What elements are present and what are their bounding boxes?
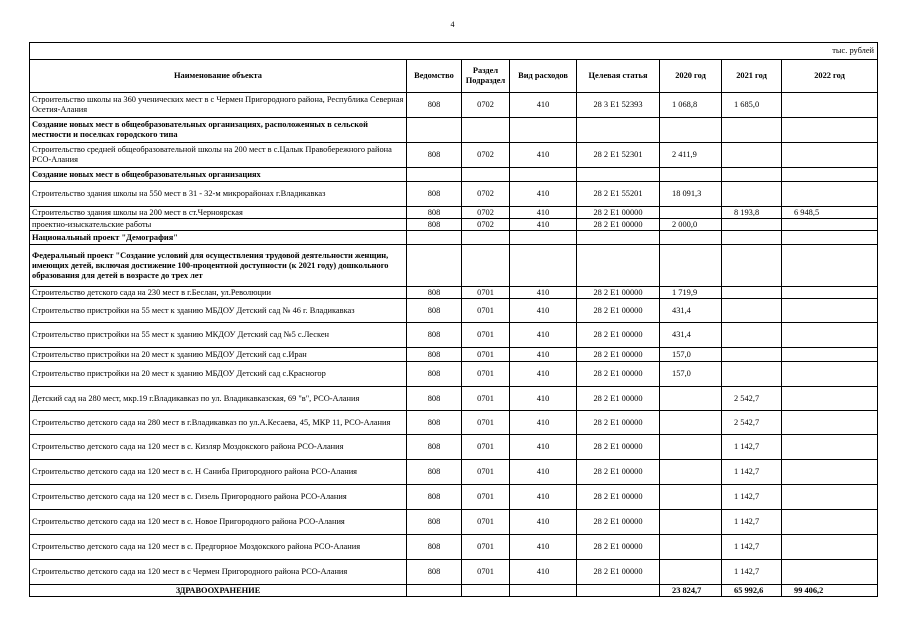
total-name: ЗДРАВООХРАНЕНИЕ [30, 585, 407, 597]
row-name: Строительство здания школы на 200 мест в ст.Черноярская [30, 207, 407, 219]
row-celevaya: 28 2 E1 52301 [577, 143, 660, 168]
row-razdel: 0701 [462, 411, 510, 435]
row-razdel [462, 168, 510, 182]
row-name: Строительство пристройки на 20 мест к зданию МБДОУ Детский сад с.Иран [30, 348, 407, 362]
header-name: Наименование объекта [30, 60, 407, 93]
row-vedomstvo: 808 [407, 299, 462, 323]
table-row [30, 207, 878, 219]
section-row [30, 245, 878, 287]
row-vedomstvo: 808 [407, 460, 462, 485]
row-2022 [782, 362, 878, 387]
row-vid [510, 231, 577, 245]
row-2020 [660, 168, 722, 182]
row-celevaya: 28 2 E1 00000 [577, 460, 660, 485]
table-row [30, 535, 878, 560]
row-vedomstvo: 808 [407, 362, 462, 387]
row-vedomstvo: 808 [407, 411, 462, 435]
row-celevaya: 28 2 E1 55201 [577, 182, 660, 207]
row-razdel: 0702 [462, 182, 510, 207]
row-name: проектно-изыскательские работы [30, 219, 407, 231]
total-celevaya [577, 585, 660, 597]
unit-label: тыс. рублей [30, 43, 878, 60]
row-vedomstvo: 808 [407, 207, 462, 219]
row-razdel: 0701 [462, 348, 510, 362]
row-2021 [722, 348, 782, 362]
section-row [30, 231, 878, 245]
row-name: Федеральный проект "Создание условий для осуществления трудовой деятельности женщин, имеющих детей, включая достижение 100-процентной доступности (к 2021 году) дошкольного образования для детей в возрасте до трех лет [30, 245, 407, 287]
row-celevaya: 28 2 E1 00000 [577, 435, 660, 460]
row-name: Строительство пристройки на 55 мест к зданию МКДОУ Детский сад №5 с.Лескен [30, 323, 407, 348]
row-name: Строительство детского сада на 120 мест в с. Новое Пригородного района РСО-Алания [30, 510, 407, 535]
table-row [30, 287, 878, 299]
row-razdel: 0702 [462, 93, 510, 118]
row-2021: 1 142,7 [722, 435, 782, 460]
row-vedomstvo [407, 168, 462, 182]
total-2020: 23 824,7 [660, 585, 722, 597]
row-2020: 431,4 [660, 299, 722, 323]
row-2020 [660, 387, 722, 411]
row-celevaya [577, 231, 660, 245]
row-vedomstvo [407, 231, 462, 245]
row-vid: 410 [510, 460, 577, 485]
row-2021 [722, 362, 782, 387]
row-2021 [722, 143, 782, 168]
row-2021: 1 142,7 [722, 535, 782, 560]
row-vid: 410 [510, 362, 577, 387]
row-vedomstvo: 808 [407, 387, 462, 411]
table-row [30, 299, 878, 323]
row-2021 [722, 231, 782, 245]
row-2022 [782, 245, 878, 287]
header-celevaya: Целевая статья [577, 60, 660, 93]
row-razdel: 0701 [462, 485, 510, 510]
table-row [30, 323, 878, 348]
row-2021: 2 542,7 [722, 411, 782, 435]
row-celevaya [577, 118, 660, 143]
header-vid: Вид расходов [510, 60, 577, 93]
total-2021: 65 992,6 [722, 585, 782, 597]
row-vid [510, 118, 577, 143]
row-2022: 6 948,5 [782, 207, 878, 219]
total-vedomstvo [407, 585, 462, 597]
row-name: Строительство детского сада на 120 мест в с. Н Саниба Пригородного района РСО-Алания [30, 460, 407, 485]
row-name: Строительство средней общеобразовательной школы на 200 мест в с.Цалык Правобережного района РСО-Алания [30, 143, 407, 168]
row-2020: 2 411,9 [660, 143, 722, 168]
row-vid: 410 [510, 387, 577, 411]
row-vid: 410 [510, 207, 577, 219]
row-2020 [660, 411, 722, 435]
row-vid: 410 [510, 560, 577, 585]
row-name: Детский сад на 280 мест, мкр.19 г.Владикавказ по ул. Владикавказская, 69 "в", РСО-Алания [30, 387, 407, 411]
row-2020 [660, 510, 722, 535]
row-2022 [782, 143, 878, 168]
row-2020: 157,0 [660, 362, 722, 387]
row-vid: 410 [510, 510, 577, 535]
row-name: Строительство пристройки на 20 мест к зданию МБДОУ Детский сад с.Красногор [30, 362, 407, 387]
row-vid: 410 [510, 411, 577, 435]
row-2021 [722, 182, 782, 207]
row-celevaya: 28 2 E1 00000 [577, 362, 660, 387]
row-name: Национальный проект "Демография" [30, 231, 407, 245]
row-celevaya [577, 245, 660, 287]
total-razdel [462, 585, 510, 597]
row-2020: 1 719,9 [660, 287, 722, 299]
row-2021: 1 142,7 [722, 510, 782, 535]
row-vid [510, 168, 577, 182]
row-razdel: 0702 [462, 143, 510, 168]
row-celevaya: 28 2 E1 00000 [577, 387, 660, 411]
row-celevaya: 28 2 E1 00000 [577, 535, 660, 560]
table-row [30, 182, 878, 207]
row-name: Строительство детского сада на 120 мест в с. Предгорное Моздокского района РСО-Алания [30, 535, 407, 560]
row-2020 [660, 535, 722, 560]
row-vid: 410 [510, 182, 577, 207]
budget-table [29, 42, 878, 597]
section-row [30, 168, 878, 182]
row-vid: 410 [510, 299, 577, 323]
row-2021 [722, 287, 782, 299]
row-razdel: 0701 [462, 510, 510, 535]
row-2021: 2 542,7 [722, 387, 782, 411]
row-2021: 8 193,8 [722, 207, 782, 219]
row-name: Строительство детского сада на 280 мест в г.Владикавказ по ул.А.Кесаева, 45, МКР 11, РСО-Алания [30, 411, 407, 435]
row-2020: 18 091,3 [660, 182, 722, 207]
row-vedomstvo: 808 [407, 535, 462, 560]
row-vedomstvo: 808 [407, 435, 462, 460]
row-vid: 410 [510, 143, 577, 168]
total-row [30, 585, 878, 597]
row-vedomstvo: 808 [407, 560, 462, 585]
row-2021 [722, 118, 782, 143]
table-row [30, 435, 878, 460]
table-row [30, 348, 878, 362]
row-razdel: 0701 [462, 299, 510, 323]
row-celevaya: 28 3 E1 52393 [577, 93, 660, 118]
row-vid: 410 [510, 287, 577, 299]
row-razdel: 0701 [462, 362, 510, 387]
row-2022 [782, 510, 878, 535]
row-vedomstvo: 808 [407, 510, 462, 535]
table-row [30, 411, 878, 435]
row-vid: 410 [510, 323, 577, 348]
row-2020: 2 000,0 [660, 219, 722, 231]
row-celevaya: 28 2 E1 00000 [577, 323, 660, 348]
row-razdel [462, 231, 510, 245]
row-vid: 410 [510, 93, 577, 118]
row-celevaya [577, 168, 660, 182]
page-number: 4 [450, 20, 455, 29]
row-2022 [782, 299, 878, 323]
row-vedomstvo: 808 [407, 323, 462, 348]
header-2021: 2021 год [722, 60, 782, 93]
row-2022 [782, 168, 878, 182]
row-name: Строительство школы на 360 ученических мест в с Чермен Пригородного района, Республика Северная Осетия-Алания [30, 93, 407, 118]
row-celevaya: 28 2 E1 00000 [577, 510, 660, 535]
row-2022 [782, 219, 878, 231]
row-celevaya: 28 2 E1 00000 [577, 485, 660, 510]
row-2022 [782, 435, 878, 460]
header-2022: 2022 год [782, 60, 878, 93]
table-row [30, 510, 878, 535]
row-razdel: 0701 [462, 560, 510, 585]
row-2022 [782, 560, 878, 585]
row-name: Строительство пристройки на 55 мест к зданию МБДОУ Детский сад № 46 г. Владикавказ [30, 299, 407, 323]
row-2021 [722, 219, 782, 231]
budget-table-container [29, 42, 877, 597]
row-2022 [782, 387, 878, 411]
row-2020 [660, 435, 722, 460]
table-row [30, 560, 878, 585]
table-row [30, 485, 878, 510]
row-celevaya: 28 2 E1 00000 [577, 207, 660, 219]
row-celevaya: 28 2 E1 00000 [577, 411, 660, 435]
row-razdel: 0701 [462, 535, 510, 560]
row-2021 [722, 299, 782, 323]
row-2021: 1 142,7 [722, 460, 782, 485]
row-razdel [462, 118, 510, 143]
row-2022 [782, 118, 878, 143]
row-2022 [782, 323, 878, 348]
row-razdel: 0701 [462, 435, 510, 460]
row-celevaya: 28 2 E1 00000 [577, 348, 660, 362]
row-vedomstvo: 808 [407, 93, 462, 118]
row-vedomstvo: 808 [407, 182, 462, 207]
row-2022 [782, 182, 878, 207]
table-row [30, 460, 878, 485]
header-vedomstvo: Ведомство [407, 60, 462, 93]
row-vid: 410 [510, 435, 577, 460]
table-row [30, 93, 878, 118]
row-2020 [660, 245, 722, 287]
row-vedomstvo: 808 [407, 143, 462, 168]
row-razdel: 0702 [462, 207, 510, 219]
row-razdel: 0701 [462, 387, 510, 411]
row-celevaya: 28 2 E1 00000 [577, 287, 660, 299]
row-vedomstvo: 808 [407, 287, 462, 299]
row-2022 [782, 231, 878, 245]
row-2020: 1 068,8 [660, 93, 722, 118]
row-vedomstvo: 808 [407, 219, 462, 231]
row-razdel: 0701 [462, 287, 510, 299]
row-vid: 410 [510, 535, 577, 560]
row-name: Строительство здания школы на 550 мест в 31 - 32-м микрорайонах г.Владикавказ [30, 182, 407, 207]
row-celevaya: 28 2 E1 00000 [577, 560, 660, 585]
table-row [30, 219, 878, 231]
row-2020: 157,0 [660, 348, 722, 362]
table-row [30, 387, 878, 411]
total-2022: 99 406,2 [782, 585, 878, 597]
row-razdel [462, 245, 510, 287]
row-2020 [660, 231, 722, 245]
row-razdel: 0702 [462, 219, 510, 231]
table-row [30, 362, 878, 387]
row-celevaya: 28 2 E1 00000 [577, 219, 660, 231]
row-2020 [660, 485, 722, 510]
row-2021 [722, 245, 782, 287]
row-2020 [660, 560, 722, 585]
row-name: Строительство детского сада на 120 мест в с. Кизляр Моздокского района РСО-Алания [30, 435, 407, 460]
row-2021 [722, 168, 782, 182]
row-2022 [782, 287, 878, 299]
table-row [30, 143, 878, 168]
row-2021: 1 142,7 [722, 485, 782, 510]
row-2020 [660, 118, 722, 143]
header-row [30, 60, 878, 93]
row-name: Создание новых мест в общеобразовательных организациях, расположенных в сельской местности и поселках городского типа [30, 118, 407, 143]
row-vedomstvo: 808 [407, 485, 462, 510]
row-vid [510, 245, 577, 287]
total-vid [510, 585, 577, 597]
row-2020: 431,4 [660, 323, 722, 348]
row-2022 [782, 348, 878, 362]
row-name: Строительство детского сада на 230 мест в г.Беслан, ул.Революции [30, 287, 407, 299]
row-vid: 410 [510, 219, 577, 231]
row-2021: 1 142,7 [722, 560, 782, 585]
header-2020: 2020 год [660, 60, 722, 93]
row-2022 [782, 535, 878, 560]
row-vid: 410 [510, 485, 577, 510]
row-vedomstvo [407, 245, 462, 287]
header-razdel: Раздел Подраздел [462, 60, 510, 93]
row-razdel: 0701 [462, 460, 510, 485]
row-2021: 1 685,0 [722, 93, 782, 118]
row-vid: 410 [510, 348, 577, 362]
section-row [30, 118, 878, 143]
row-2022 [782, 411, 878, 435]
row-name: Строительство детского сада на 120 мест в с Чермен Пригородного района РСО-Алания [30, 560, 407, 585]
row-2022 [782, 93, 878, 118]
row-2020 [660, 460, 722, 485]
row-vedomstvo: 808 [407, 348, 462, 362]
row-celevaya: 28 2 E1 00000 [577, 299, 660, 323]
row-vedomstvo [407, 118, 462, 143]
row-razdel: 0701 [462, 323, 510, 348]
row-name: Создание новых мест в общеобразовательных организациях [30, 168, 407, 182]
unit-row [30, 43, 878, 60]
row-2021 [722, 323, 782, 348]
row-name: Строительство детского сада на 120 мест в с. Гизель Пригородного района РСО-Алания [30, 485, 407, 510]
row-2022 [782, 460, 878, 485]
row-2020 [660, 207, 722, 219]
row-2022 [782, 485, 878, 510]
